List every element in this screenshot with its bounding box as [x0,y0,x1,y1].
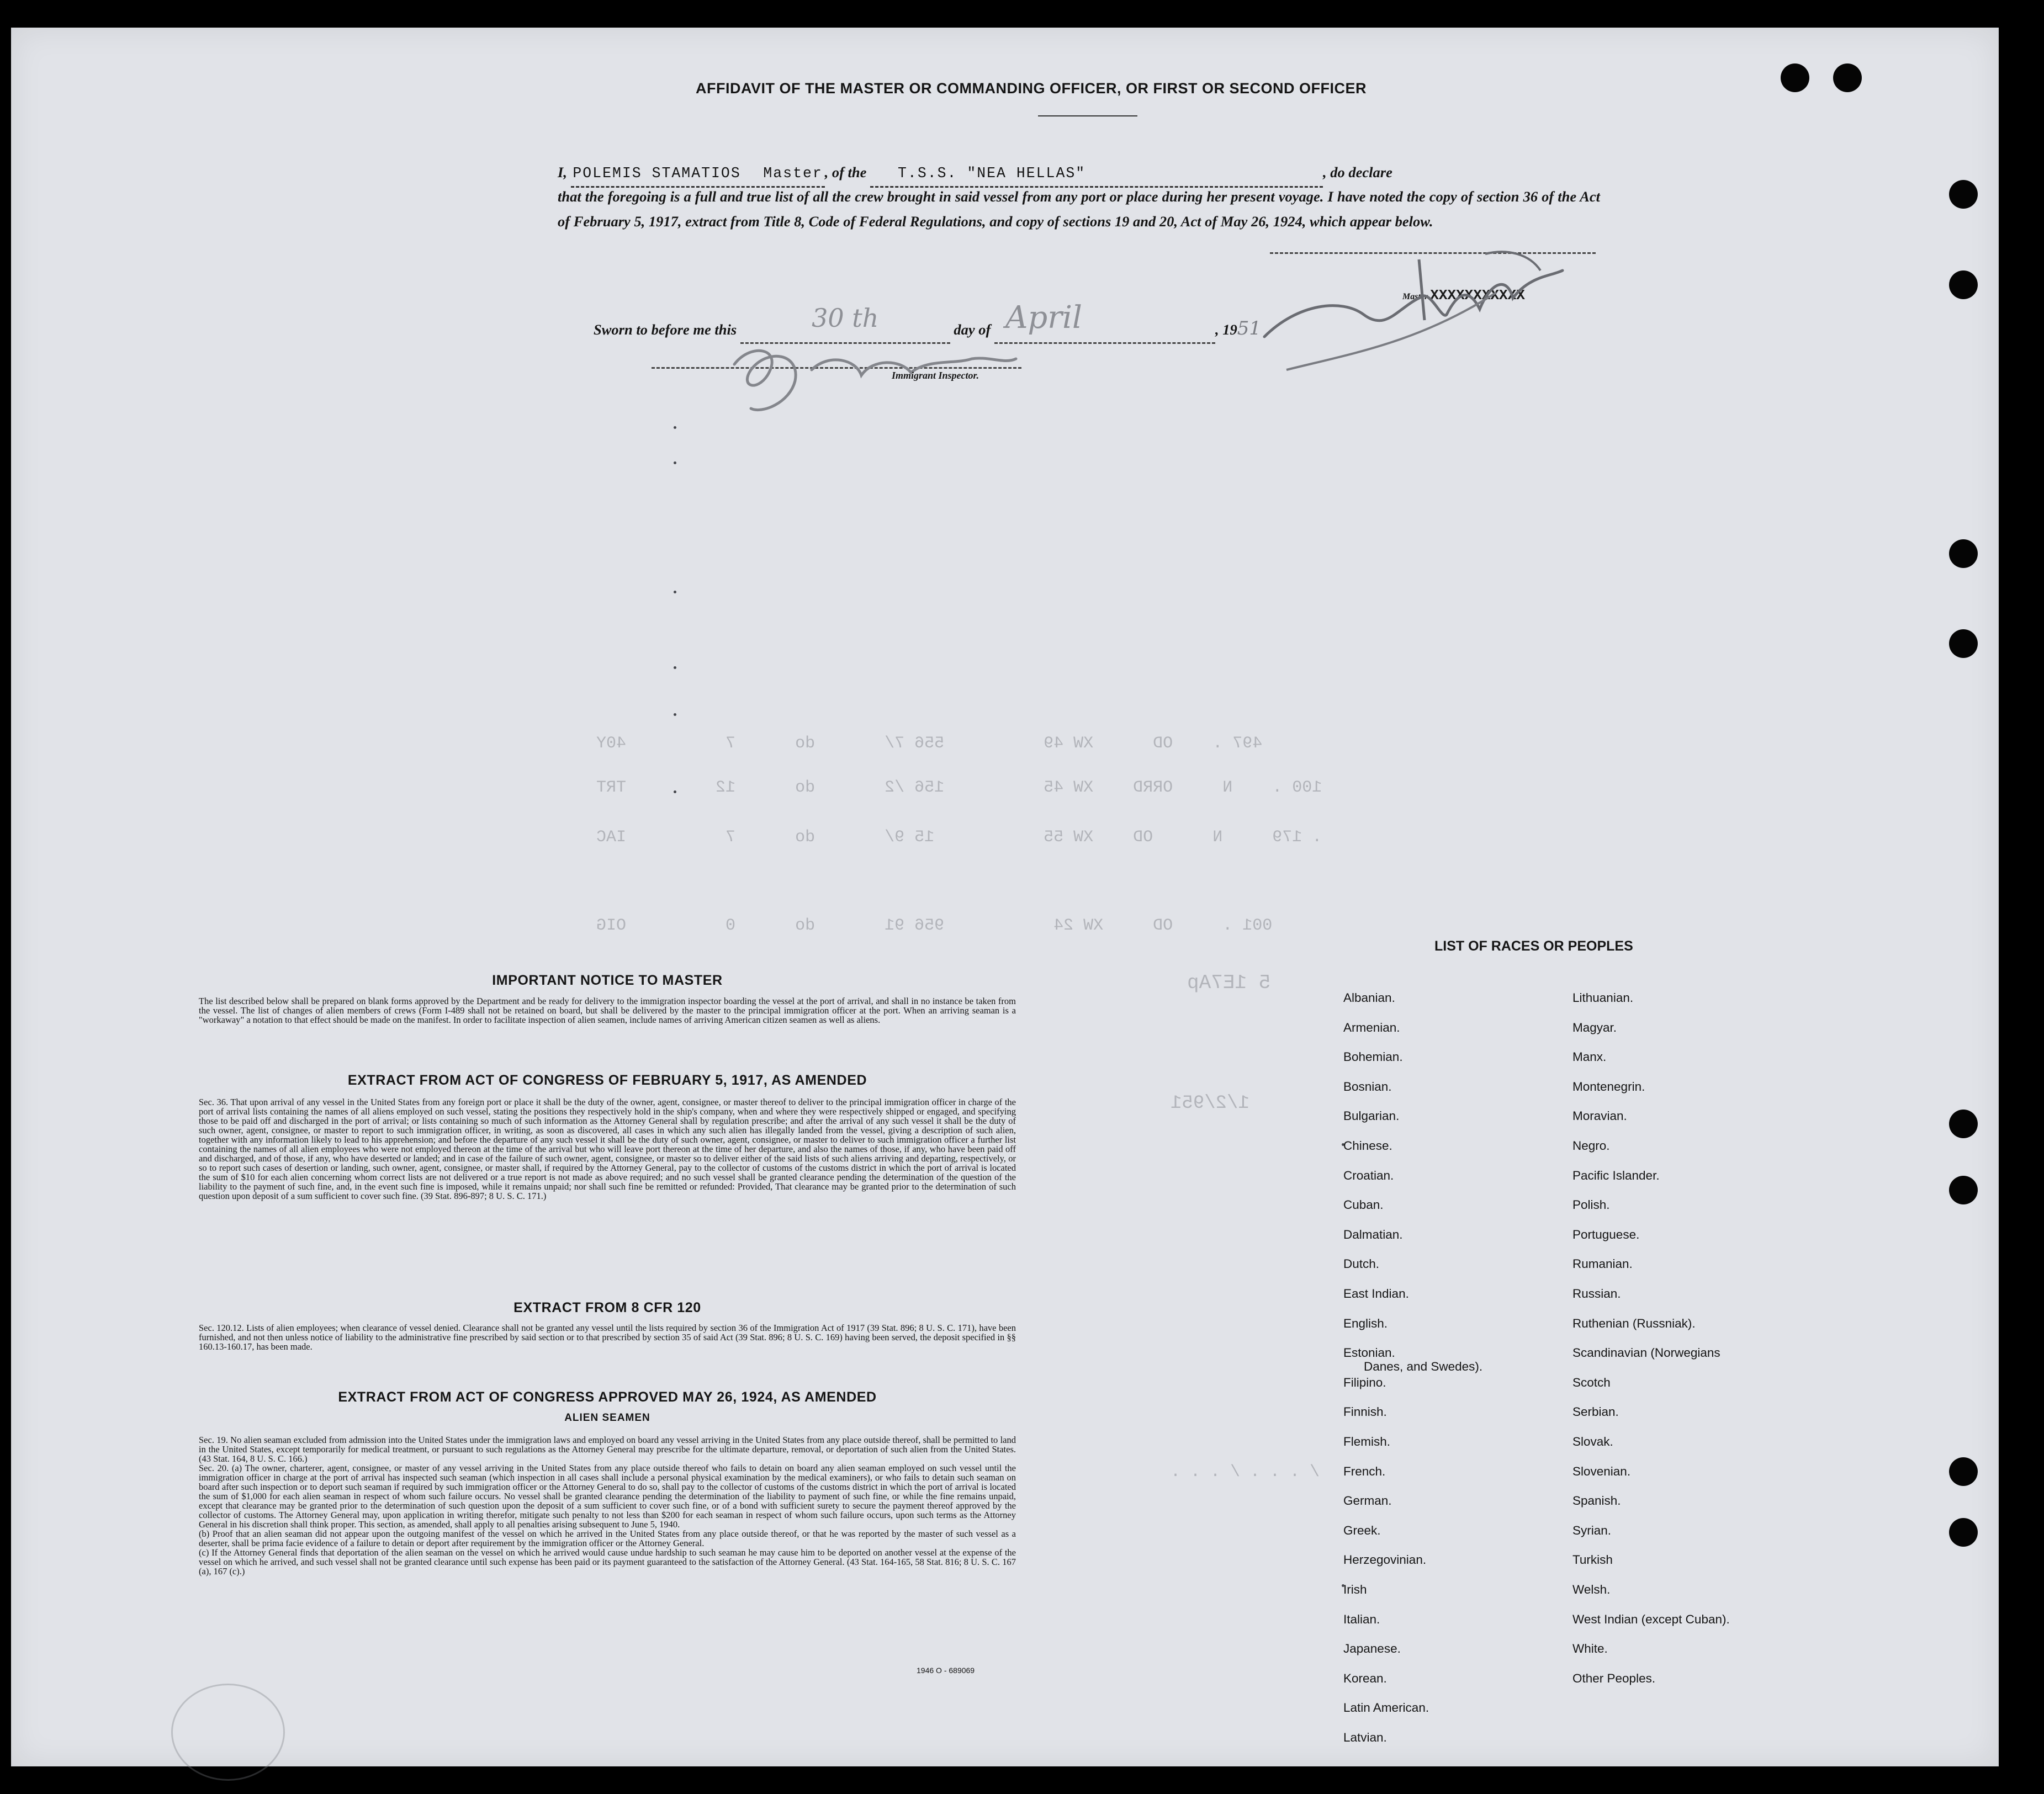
extract-1924-body [199,1435,1016,1576]
race-item: Armenian. [1343,1020,1400,1034]
master-signature [1253,237,1596,414]
sworn-prefix: Sworn to before me this [594,321,737,338]
race-item: Dalmatian. [1343,1227,1403,1241]
race-item: Scotch [1572,1375,1611,1389]
bleed-through: 001 . OD XW 24 956 91 do 0 OIG [596,916,1273,935]
binder-hole [1949,1457,1978,1486]
ink-dot [674,426,676,429]
extract-cfr-text: Sec. 120.12. Lists of alien employees; when clearance of vessel denied. Clearance shall not be granted any vessel until the lists required by section 36 of the Immigration Act of 1917 (39 Stat. 896; 8 U. S. C. 171), have been furnished, and not then unless notice of liability to the administrative fine prescribed by said section or to that prescribed by section 35 of said Act (39 Stat. 896; 8 U. S. C. 169) having been served, the deposit specified in §§ 160.13-160.17, has been made. [199,1323,1016,1352]
do-declare-label: , do declare [1323,164,1392,181]
race-item: English. [1343,1316,1388,1330]
binder-hole [1949,539,1978,568]
bleed-through: 1/2/951 [1171,1093,1249,1114]
race-item: Bohemian. [1343,1050,1403,1064]
race-item: Irish [1343,1583,1367,1596]
race-item: Japanese. [1343,1642,1401,1656]
declaration-body: that the foregoing is a full and true list of all the crew brought in said vessel from any port or place during her present voyage. I have noted the copy of section 36 of the Act of February 5, 1917, extract from Title 8, Code of Federal Regulations, and copy of sections 19 and 20, Act of May 26, 1924, which appear below. [558,188,1600,230]
race-item: Lithuanian. [1572,991,1634,1005]
print-code: 1946 O - 689069 [917,1666,975,1675]
race-item: Scandinavian (Norwegians [1572,1346,1720,1360]
year-prefix: , 19 [1215,321,1237,338]
race-item: Estonian. [1343,1346,1395,1360]
binder-hole [1949,270,1978,299]
binder-hole [1949,1110,1978,1138]
race-item: Slovenian. [1572,1464,1631,1478]
race-item: Montenegrin. [1572,1079,1645,1094]
race-item: Serbian. [1572,1405,1619,1419]
race-item: Korean. [1343,1671,1387,1685]
binder-hole [1833,63,1862,92]
notice-text: The list described below shall be prepared on blank forms approved by the Department and be ready for delivery to the immigration inspector boarding the vessel at the port of arrival, and shall in no instance be taken from the vessel. The list of changes of alien members of crews (Form I-489 shall not be retained on board, but shall be delivered by the master to the principal immigration officer at the port. When an arriving seaman is a "workaway" a notation to that effect should be made on the manifest. In order to facilitate inspection of alien seamen, include names of arriving American citizen seamen as well as aliens. [199,996,1016,1025]
race-item: Latvian. [1343,1731,1387,1744]
race-item: Slovak. [1572,1435,1613,1448]
binder-hole [1949,1176,1978,1204]
binder-hole [1949,180,1978,209]
bleed-through: . 179 N OD XW 55 15 9/ do 7 IAC [596,828,1322,847]
race-item: Bosnian. [1343,1079,1392,1094]
race-item: Turkish [1572,1553,1613,1567]
vessel-name: T.S.S. "NEA HELLAS" [898,165,1086,182]
binder-hole [1949,629,1978,658]
race-item: Rumanian. [1572,1257,1633,1271]
race-item: French. [1343,1464,1386,1478]
race-item: Portuguese. [1572,1227,1640,1241]
sworn-year: 51 [1237,317,1261,339]
title-rule [1038,115,1137,116]
ink-dot [674,713,676,716]
sec-20b-text: (b) Proof that an alien seaman did not appear upon the outgoing manifest of the vessel on which he arrived in the United States from any place outside thereof, or that he was reported by the master of such vessel as a deserter, shall be prima facie evidence of a failure to detain or deport after requirement by the immigration officer or the Attorney General. [199,1528,1016,1548]
sec-19-text: Sec. 19. No alien seaman excluded from admission into the United States under the immigration laws and employed on board any vessel arriving in the United States from any place outside thereof, shall be permitted to land in the United States, except temporarily for medical treatment, or pursuant to such regulations as the Attorney General may prescribe for the ultimate departure, removal, or deportation of such alien from the United States. (43 Stat. 164, 8 U. S. C. 166.) [199,1435,1016,1464]
race-item: Danes, and Swedes). [1364,1360,1483,1374]
extract-1917-text: Sec. 36. That upon arrival of any vessel in the United States from any foreign port or place it shall be the duty of the owner, agent, consignee, or master thereof to deliver to the principal immigration officer in charge of the port of arrival lists containing the names of all aliens employed on such vessel, stating the positions they respectively hold in the ship's company, when and where they were respectively shipped or engaged, and specifying those to be paid off and discharged in the port of arrival; or lists containing so much of such information as the Attorney General shall by regulation prescribe; and after the arrival of any such vessel it shall be the duty of such owner, agent, consignee, or master to report to such immigration officer, in writing, as soon as discovered, all cases in which any such alien has illegally landed from the vessel, giving a description of such alien, together with any information likely to lead to his apprehension; and before the departure of any such vessel it shall be the duty of such owner, agent, consignee, or master to deliver to such immigration officer a further list containing the names of all alien employees who were not employed thereon at the time of the arrival but who will leave port thereon at the time of her departure, and also the names of those, if any, who have been paid off and discharged, and of those, if any, who have deserted or landed; and in case of the failure of such owner, agent, consignee, or master so to deliver either of the said lists of such aliens arriving and departing, respectively, or so to report such cases of desertion or landing, such owner, agent, consignee, or master shall, if required by the Attorney General, pay to the collector of customs of the customs district in which the port of arrival is located the sum of $10 for each alien concerning whom correct lists are not delivered or a true report is not made as above required; and no such vessel shall be granted clearance pending the determination of the question of the liability to the payment of such fine, and, in the event such fine is imposed, while it remains unpaid; nor shall such fine be remitted or refunded: Provided, That clearance may be granted prior to the determination of such question upon deposit of a sum sufficient to cover such fine. (39 Stat. 896-897; 8 U. S. C. 171.) [199,1097,1016,1201]
race-item: German. [1343,1494,1392,1508]
race-item: Greek. [1343,1523,1381,1537]
race-item: Pacific Islander. [1572,1168,1660,1182]
race-item: Finnish. [1343,1405,1387,1419]
sworn-month: April [1005,300,1082,336]
race-item: Manx. [1572,1050,1607,1064]
race-item: East Indian. [1343,1287,1409,1301]
day-of-label: day of [954,321,991,338]
sec-20a-text: Sec. 20. (a) The owner, charterer, agent, consignee, or master of any vessel arriving in the United States from any place outside thereof who fails to detain on board any alien seaman employed on such vessel until the immigration officer in charge at the port of arrival has inspected such seaman (which inspection in all cases shall include a personal physical examination by the medical examiners), or who fails to detain such seaman on board after such inspection or to deport such seaman if required by such immigration officer or the Attorney General to do so, shall pay to the collector of customs of the customs district in which the port of arrival is located the sum of $1,000 for each alien seaman in respect of whom such failure occurs. No vessel shall be granted clearance pending the determination of the liability to payment of such fine, or while the fine remains unpaid, except that clearance may be granted prior to the determination of such question upon the deposit of a sum sufficient to cover such fine, or of a bond with sufficient surety to secure the payment thereof approved by the collector of customs. The Attorney General may, upon application in writing therefor, mitigate such penalty to not less than $200 for each seaman in respect of whom such failure occurs, upon such terms as the Attorney General in his discretion shall think proper. This section, as amended, shall apply to all penalties arising subsequent to June 5, 1940. [199,1463,1016,1530]
ink-dot [674,591,676,593]
extract-cfr-title: EXTRACT FROM 8 CFR 120 [513,1300,701,1315]
race-item: Italian. [1343,1612,1380,1626]
binder-hole [1781,63,1809,92]
extract-1917-title: EXTRACT FROM ACT OF CONGRESS OF FEBRUARY 5, 1917, AS AMENDED [347,1073,867,1088]
race-item: West Indian (except Cuban). [1572,1612,1730,1626]
race-item: Cuban. [1343,1198,1384,1212]
sworn-day: 30 th [812,303,879,333]
inspector-signature [718,326,1027,420]
race-item: Syrian. [1572,1523,1612,1537]
race-item: Albanian. [1343,991,1395,1005]
document-page [11,28,1999,1766]
race-item: White. [1572,1642,1608,1656]
race-item: Bulgarian. [1343,1109,1400,1123]
race-item: Welsh. [1572,1583,1611,1596]
master-title-typed: Master [763,165,823,182]
race-item: Spanish. [1572,1494,1621,1508]
bleed-through: 100 . N ORRD XW 45 156 /2 do 12 TRT [596,778,1322,797]
race-item: Magyar. [1572,1020,1617,1034]
of-the-label: , of the [824,164,867,181]
races-title: LIST OF RACES OR PEOPLES [1434,938,1633,954]
declaration-i: I, [558,164,567,181]
binder-hole [1949,1518,1978,1547]
notice-title: IMPORTANT NOTICE TO MASTER [492,973,723,988]
bleed-through: / . . . / . . . [1171,1463,1320,1482]
master-crossed-out: XXXXXXXXXXX [1430,287,1525,304]
ink-dot [674,461,676,464]
declaration-line-1 [558,160,1607,188]
embossed-seal [171,1684,285,1781]
ink-dot [674,666,676,669]
race-item: Other Peoples. [1572,1671,1656,1685]
race-item: Dutch. [1343,1257,1380,1271]
extract-1924-title: EXTRACT FROM ACT OF CONGRESS APPROVED MAY 26, 1924, AS AMENDED [338,1389,877,1405]
master-name: POLEMIS STAMATIOS [573,165,741,182]
bleed-through: 497 . OD XW 49 556 7/ do 7 40Y [596,734,1263,753]
race-item: Croatian. [1343,1168,1394,1182]
race-item: Ruthenian (Russniak). [1572,1316,1696,1330]
race-item: Chinese. [1343,1139,1392,1153]
inspector-label: Immigrant Inspector. [892,370,979,381]
bleed-through: 5 1E7Ap [1187,972,1271,994]
affidavit-title: AFFIDAVIT OF THE MASTER OR COMMANDING OFFICER, OR FIRST OR SECOND OFFICER [696,80,1367,97]
race-item: Russian. [1572,1287,1621,1301]
race-item: Filipino. [1343,1375,1386,1389]
race-item: Polish. [1572,1198,1610,1212]
race-item: Herzegovinian. [1343,1553,1427,1567]
race-item: Latin American. [1343,1701,1429,1715]
race-item: Moravian. [1572,1109,1627,1123]
sec-20c-text: (c) If the Attorney General finds that deportation of the alien seaman on the vessel on which he arrived would cause undue hardship to such seaman he may cause him to be deported on another vessel at the expense of the vessel on which he arrived, and such vessel shall not be granted clearance until such expense has been paid or its payment guaranteed to the satisfaction of the Attorney General. (43 Stat. 164-165, 58 Stat. 816; 8 U. S. C. 167 (a), 167 (c).) [199,1547,1016,1577]
race-item: Flemish. [1343,1435,1391,1448]
race-item: Negro. [1572,1139,1610,1153]
master-label: Master [1402,292,1428,301]
extract-1924-subtitle: ALIEN SEAMEN [564,1412,650,1424]
